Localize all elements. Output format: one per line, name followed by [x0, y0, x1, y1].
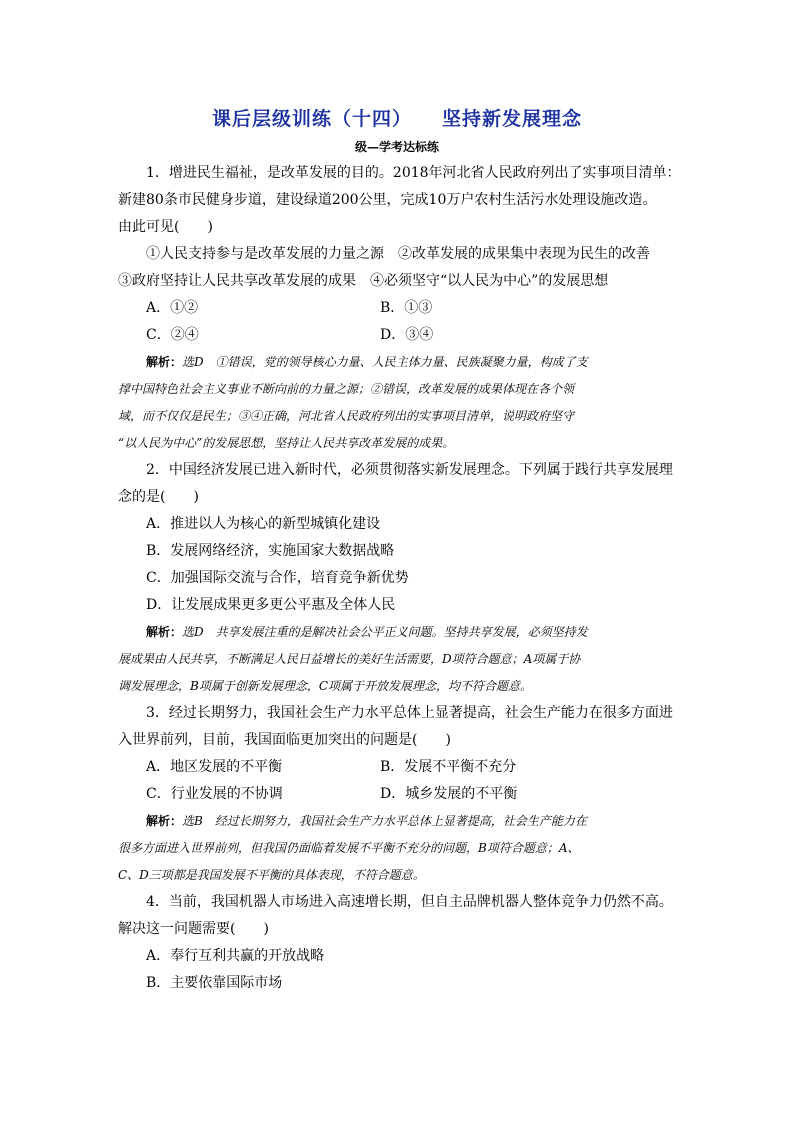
question-stem-line: 1．增进民生福祉，是改革发展的目的。2018年河北省人民政府列出了实事项目清单：: [146, 165, 681, 181]
question-3: [118, 700, 678, 889]
analysis-line: 很多方面进入世界前列，但我国仍面临着发展不平衡不充分的问题，B项符合题意；A、: [118, 841, 580, 855]
page-title: [0, 104, 794, 131]
question-stem-line: 2．中国经济发展已进入新时代，必须贯彻落实新发展理念。下列属于践行共享发展理: [146, 462, 673, 478]
option-b: B．发展网络经济，实施国家大数据战略: [146, 543, 395, 559]
analysis-line: [118, 808, 678, 835]
question-stem-line: 由此可见( ): [118, 219, 213, 235]
analysis-line: 展成果由人民共享，不断满足人民日益增长的美好生活需要，D项符合题意；A项属于协: [118, 652, 581, 666]
option-a: A．①②: [146, 300, 199, 316]
analysis-label: 解析：: [146, 355, 183, 369]
option-c: C．②④: [146, 327, 199, 343]
analysis-line: C、D三项都是我国发展不平衡的具体表现，不符合题意。: [118, 868, 425, 882]
analysis-label: 解析：: [146, 814, 183, 828]
statement-line: ①人民支持参与是改革发展的力量之源 ②改革发展的成果集中表现为民生的改善: [146, 246, 650, 262]
option-d: D．③④: [380, 327, 434, 343]
section-subtitle: 级—学考达标练: [354, 140, 439, 154]
option-a: A．奉行互利共赢的开放战略: [146, 948, 325, 964]
question-stem-line: 入世界前列，目前，我国面临更加突出的问题是( ): [118, 732, 451, 748]
option-row: [118, 781, 678, 808]
option-c: C．行业发展的不协调: [146, 786, 283, 802]
question-stem-line: 4．当前，我国机器人市场进入高速增长期，但自主品牌机器人整体竞争力仍然不高。: [146, 894, 673, 910]
analysis-text: 选D 共享发展注重的是解决社会公平正义问题。坚持共享发展，必须坚持发: [182, 625, 588, 639]
option-row: [118, 322, 678, 349]
question-list: [118, 160, 681, 997]
question-4: [118, 889, 678, 997]
option-row: [118, 754, 678, 781]
analysis-line: 调发展理念，B项属于创新发展理念，C项属于开放发展理念，均不符合题意。: [118, 679, 533, 693]
analysis-line: 域，而不仅仅是民生；③④正确，河北省人民政府列出的实事项目清单，说明政府坚守: [118, 409, 575, 423]
option-a: A．地区发展的不平衡: [146, 759, 283, 775]
title-left: 课后层级训练（十四）: [211, 108, 412, 130]
question-stem-line: 新建80条市民健身步道，建设绿道200公里，完成10万户农村生活污水处理设施改造。: [118, 192, 657, 208]
option-b: B．①③: [380, 300, 433, 316]
option-a: A．推进以人为核心的新型城镇化建设: [146, 516, 381, 532]
question-stem-line: 3．经过长期努力，我国社会生产力水平总体上显著提高，社会生产能力在很多方面进: [146, 705, 673, 721]
statement-line: ③政府坚持让人民共享改革发展的成果 ④必须坚守“以人民为中心”的发展思想: [118, 273, 609, 289]
question-stem-line: 解决这一问题需要( ): [118, 921, 269, 937]
analysis-label: 解析：: [146, 625, 183, 639]
analysis-line: 撑中国特色社会主义事业不断向前的力量之源；②错误，改革发展的成果体现在各个领: [118, 382, 575, 396]
analysis-line: “以人民为中心”的发展思想，坚持让人民共享改革发展的成果。: [118, 436, 455, 450]
analysis-line: [118, 349, 678, 376]
option-d: D．让发展成果更多更公平惠及全体人民: [146, 597, 396, 613]
question-2: [118, 457, 678, 700]
option-d: D．城乡发展的不平衡: [380, 786, 518, 802]
option-row: [118, 295, 678, 322]
question-1: [118, 160, 681, 457]
analysis-line: [118, 619, 678, 646]
analysis-text: 选D ①错误，党的领导核心力量、人民主体力量、民族凝聚力量，构成了支: [182, 355, 588, 369]
option-c: C．加强国际交流与合作，培育竞争新优势: [146, 570, 409, 586]
analysis-text: 选B 经过长期努力，我国社会生产力水平总体上显著提高，社会生产能力在: [182, 814, 587, 828]
question-stem-line: 念的是( ): [118, 489, 199, 505]
option-b: B．主要依靠国际市场: [146, 975, 283, 991]
option-b: B．发展不平衡不充分: [380, 759, 517, 775]
title-right: 坚持新发展理念: [442, 108, 583, 130]
